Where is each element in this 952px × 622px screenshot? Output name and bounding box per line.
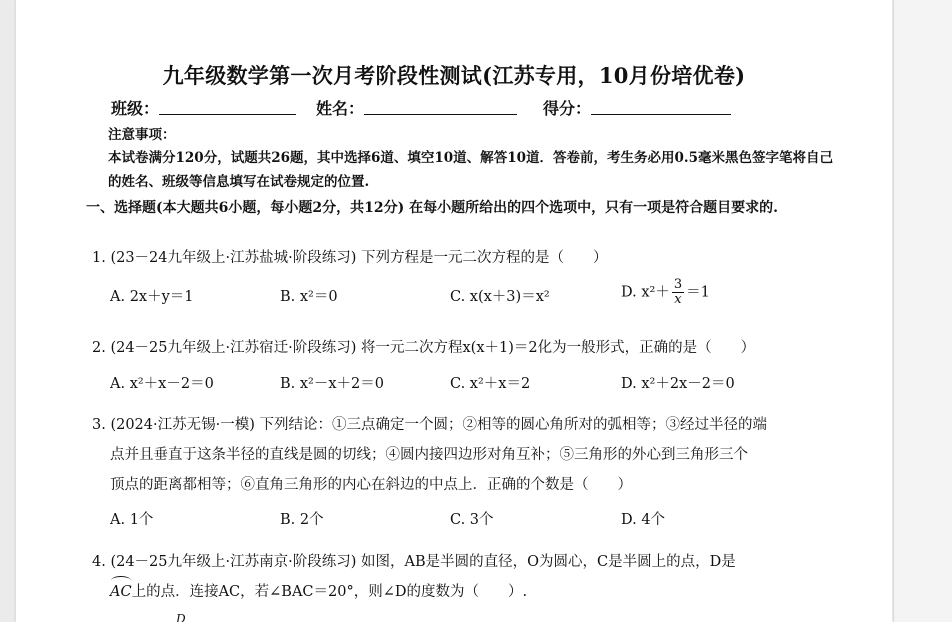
arc-ac-symbol: AC — [110, 577, 132, 607]
question-1-stem: 1. (23－24九年级上·江苏盐城·阶段练习) 下列方程是一元二次方程的是（ ） — [92, 250, 608, 266]
score-field — [543, 96, 731, 119]
question-3-stem-line-2: 点并且垂直于这条半径的直线是圆的切线；④圆内接四边形对角互补；⑤三角形的外心到三角形三个 — [110, 447, 748, 463]
name-label: 姓名： — [316, 99, 365, 118]
q2-option-a: A. x²＋x－2＝0 — [110, 376, 214, 392]
q3-option-a: A. 1个 — [110, 512, 154, 528]
q1-option-a: A. 2x＋y＝1 — [110, 289, 194, 305]
question-3-stem-line-3: 顶点的距离都相等；⑥直角三角形的内心在斜边的中点上．正确的个数是（ ） — [110, 477, 632, 493]
class-field — [111, 96, 296, 119]
viewer-left-gutter — [0, 0, 16, 622]
question-1-options — [110, 277, 830, 309]
notice-heading: 注意事项： — [108, 127, 176, 143]
question-4 — [92, 547, 837, 607]
fraction-3-over-x: $\frac{3}{x}$ — [673, 277, 683, 307]
q3-option-d: D. 4个 — [621, 512, 666, 528]
question-2 — [92, 333, 837, 363]
question-4-stem-line-2: AC上的点．连接AC，若∠BAC＝20°，则∠D的度数为（ ）. — [92, 577, 837, 607]
question-3-stem-line-1: 3. (2024·江苏无锡·一模) 下列结论：①三点确定一个圆；②相等的圆心角所对的弧相等；③经过半径的端 — [92, 417, 767, 433]
exam-title: 九年级数学第一次月考阶段性测试(江苏专用，10月份培优卷) — [162, 63, 746, 88]
notice-body: 本试卷满分120分，试题共26题，其中选择6道、填空10道、解答10道．答卷前，考生务必用0.5毫米黑色签字笔将自己的姓名、班级等信息填写在试卷规定的位置. — [108, 150, 833, 190]
class-label: 班级： — [111, 99, 160, 118]
q3-option-c: C. 3个 — [450, 512, 494, 528]
name-field — [316, 96, 517, 119]
name-blank — [364, 99, 517, 115]
figure-label-cut: D — [176, 612, 186, 622]
q1-option-b: B. x²＝0 — [280, 289, 338, 305]
q2-option-d: D. x²＋2x－2＝0 — [621, 376, 735, 392]
q2-option-b: B. x²－x＋2＝0 — [280, 376, 384, 392]
question-1 — [92, 243, 837, 273]
question-3 — [92, 410, 837, 500]
score-blank — [591, 99, 731, 115]
question-3-options — [110, 508, 830, 532]
q3-option-b: B. 2个 — [280, 512, 324, 528]
question-2-stem: 2. (24－25九年级上·江苏宿迁·阶段练习) 将一元二次方程x(x＋1)＝2化为一般形式，正确的是（ ） — [92, 340, 756, 356]
question-4-stem-line-1: 4. (24－25九年级上·江苏南京·阶段练习) 如图，AB是半圆的直径，O为圆心，C是半圆上的点，D是 — [92, 554, 736, 570]
section-1-heading: 一、选择题(本大题共6小题，每小题2分，共12分) 在每小题所给出的四个选项中，只有一项是符合题目要求的. — [86, 200, 778, 216]
viewer-right-gutter — [893, 0, 952, 622]
score-label: 得分： — [543, 99, 592, 118]
class-blank — [159, 99, 296, 115]
q1-option-c: C. x(x＋3)＝x² — [450, 289, 550, 305]
q2-option-c: C. x²＋x＝2 — [450, 376, 531, 392]
q1-option-d: D. x²＋ $\frac{3}{x}$ ＝1 — [621, 277, 710, 307]
question-2-options — [110, 372, 830, 396]
document-page[interactable] — [16, 0, 892, 622]
